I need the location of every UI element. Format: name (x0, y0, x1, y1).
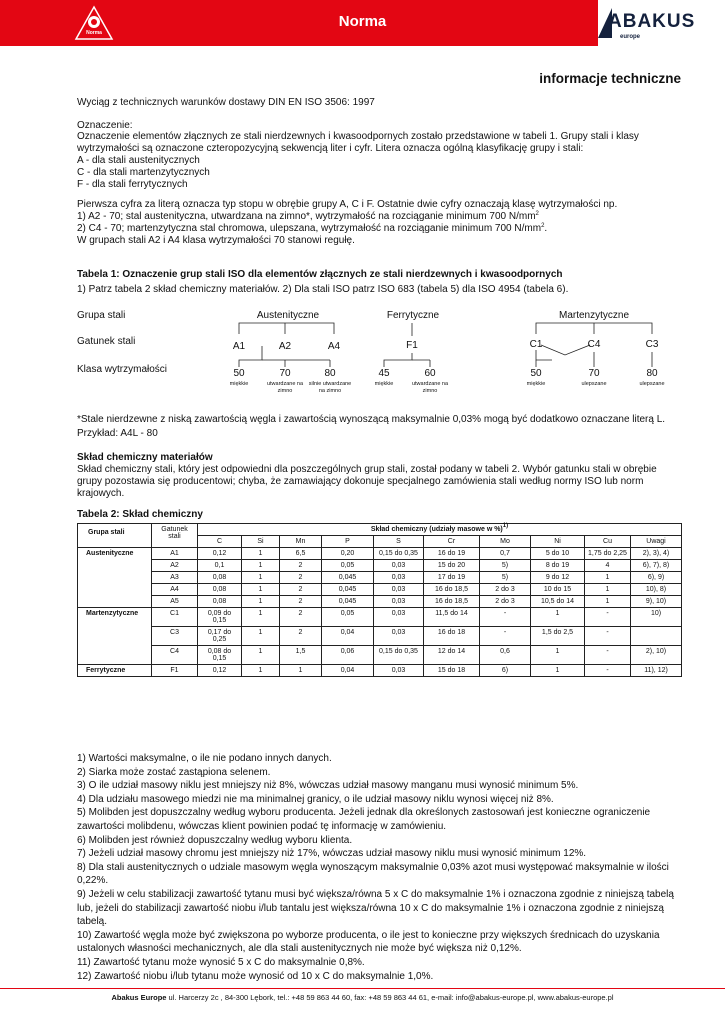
value-cell: 2 do 3 (480, 584, 531, 596)
value-cell: 9), 10) (631, 596, 682, 608)
value-cell: 1 (585, 572, 631, 584)
footnote-item: 8) Dla stali austenitycznych o udziale masowym węgla wynoszącym maksymalnie 0,03% azot musi występować maksymalnie w ilości 0,22%. (77, 861, 669, 887)
value-cell: 0,12 (198, 665, 242, 677)
value-cell: 16 do 19 (424, 548, 480, 560)
value-cell: 0,09 do 0,15 (198, 608, 242, 627)
column-header: Uwagi (631, 536, 682, 548)
row-label-grade: Gatunek stali (77, 336, 136, 347)
footnote-item: 11) Zawartość tytanu może wynosić 5 x C do maksymalnie 0,8%. (77, 956, 365, 968)
value-cell: 0,08 do 0,15 (198, 646, 242, 665)
group-cell: Ferrytyczne (78, 665, 152, 677)
value-cell: 15 do 18 (424, 665, 480, 677)
grade-c1: C1 (529, 339, 543, 350)
value-cell: 9 do 12 (531, 572, 585, 584)
row-label-group: Grupa stali (77, 310, 126, 321)
grade-a1: A1 (232, 341, 246, 352)
value-cell: 0,03 (374, 665, 424, 677)
value-cell: 5) (480, 572, 531, 584)
value-cell: 1 (585, 596, 631, 608)
value-cell: 0,045 (322, 596, 374, 608)
value-cell: 0,08 (198, 572, 242, 584)
value-cell: 2 (280, 596, 322, 608)
value-cell: 2 (280, 560, 322, 572)
value-cell: 0,6 (480, 646, 531, 665)
value-cell: 16 do 18,5 (424, 584, 480, 596)
value-cell: 6), 7), 8) (631, 560, 682, 572)
footnote-item: 3) O ile udział masowy niklu jest mniejszy niż 8%, wówczas udział masowy manganu musi wynosić minimum 5%. (77, 780, 579, 792)
group-austenitic: Austenityczne (256, 310, 320, 321)
value-cell: 0,12 (198, 548, 242, 560)
column-header: Mo (480, 536, 531, 548)
class-note-c-70: ulepszane (581, 381, 607, 387)
oznaczenie-title: Oznaczenie: (77, 120, 133, 131)
value-cell: 6,5 (280, 548, 322, 560)
value-cell: 0,08 (198, 596, 242, 608)
value-cell: 16 do 18 (424, 627, 480, 646)
value-cell: - (585, 627, 631, 646)
value-cell: 1 (242, 572, 280, 584)
footer-divider (0, 988, 725, 989)
footnote-item: 6) Molibden jest również dopuszczalny według wyboru klienta. (77, 834, 353, 846)
grade-a4: A4 (327, 341, 341, 352)
class-f-45: 45 (378, 368, 390, 379)
chemical-composition-table (77, 523, 682, 677)
value-cell: 2 (280, 608, 322, 627)
value-cell: 6), 9) (631, 572, 682, 584)
table-header-row (78, 524, 682, 536)
value-cell: 16 do 18,5 (424, 596, 480, 608)
value-cell: 1 (242, 627, 280, 646)
value-cell: 1,5 (280, 646, 322, 665)
column-header: P (322, 536, 374, 548)
footnote-item: 5) Molibden jest dopuszczalny według wyboru producenta. Jeżeli jednak dla określonych zastosowań jest konieczne ograniczenie zawartości molibdenu, wówczas klient powinien podać tę informację w zamówieniu. (77, 807, 651, 832)
value-cell: 0,04 (322, 627, 374, 646)
value-cell: 12 do 14 (424, 646, 480, 665)
value-cell: 1 (242, 596, 280, 608)
value-cell: 0,08 (198, 584, 242, 596)
footnote-item: 1) Wartości maksymalne, o ile nie podano innych danych. (77, 753, 332, 764)
column-header: Si (242, 536, 280, 548)
class-c-70: 70 (588, 368, 600, 379)
table-row (78, 627, 682, 646)
grade-cell: A1 (152, 548, 198, 560)
value-cell: 0,05 (322, 608, 374, 627)
chem-section-title: Skład chemiczny materiałów (77, 452, 213, 463)
footnote-item: 4) Dla udziału masowego miedzi nie ma minimalnej granicy, o ile udział masowy niklu wynosi więcej niż 8%. (77, 793, 554, 805)
value-cell: 0,1 (198, 560, 242, 572)
chem-section-text: Skład chemiczny stali, który jest odpowiedni dla poszczególnych grup stali, został podany w tabeli 2. Wybór gatunku stali w obrębie grupy pozostawia się producentowi; chyba, że zamawiający dokonuje specjalnego zamówienia stali według normy ISO lub norm krajowych. (77, 464, 657, 499)
value-cell: 10) (631, 608, 682, 627)
header (0, 0, 725, 46)
group-list-a: A - dla stali austenitycznych (77, 155, 200, 166)
value-cell: - (480, 627, 531, 646)
column-header: Cu (585, 536, 631, 548)
digit-paragraph: Pierwsza cyfra za literą oznacza typ stopu w obrębie grupy A, C i F. Ostatnie dwie cyfry oznaczają klasę wytrzymałości np. (77, 199, 618, 210)
value-cell: 2 (280, 627, 322, 646)
grade-cell: C3 (152, 627, 198, 646)
value-cell: 0,15 do 0,35 (374, 646, 424, 665)
table-row (78, 584, 682, 596)
grade-cell: A5 (152, 596, 198, 608)
table1-footnote: *Stale nierdzewne z niską zawartością węgla i zawartością wynoszącą maksymalnie 0,03% mogą być dodatkowo oznaczane literą L. (77, 414, 666, 425)
grade-f1: F1 (406, 340, 418, 351)
class-note-f-45: miękkie (374, 381, 394, 387)
value-cell: 0,03 (374, 584, 424, 596)
rule-paragraph: W grupach stali A2 i A4 klasa wytrzymałości 70 stanowi regułę. (77, 235, 355, 246)
value-cell: 17 do 19 (424, 572, 480, 584)
value-cell: 1,5 do 2,5 (531, 627, 585, 646)
value-cell: 0,15 do 0,35 (374, 548, 424, 560)
footer-address: ul. Harcerzy 2c , 84-300 Lębork, tel.: +48 59 863 44 60, fax: +48 59 863 44 61, e-mail: info@abakus-europe.pl, www.abakus-europe.pl (166, 993, 614, 1002)
value-cell: - (585, 608, 631, 627)
table-row (78, 665, 682, 677)
column-header: S (374, 536, 424, 548)
abakus-brand-sub: europe (620, 34, 641, 40)
class-note-a-50: miękkie (229, 381, 249, 387)
value-cell: 0,03 (374, 627, 424, 646)
class-c-50: 50 (530, 368, 542, 379)
value-cell: 1 (242, 608, 280, 627)
table-row (78, 548, 682, 560)
group-ferritic: Ferrytyczne (386, 310, 440, 321)
header-group: Grupa stali (78, 524, 152, 548)
table1-subtitle: 1) Patrz tabela 2 skład chemiczny materiałów. 2) Dla stali ISO patrz ISO 683 (tabela 5) dla ISO 4954 (tabela 6). (77, 284, 569, 295)
value-cell: 0,045 (322, 572, 374, 584)
grade-c4: C4 (587, 339, 601, 350)
value-cell: 0,06 (322, 646, 374, 665)
value-cell: 10), 8) (631, 584, 682, 596)
class-note-c-50: miękkie (526, 381, 546, 387)
table1-example: Przykład: A4L - 80 (77, 428, 158, 439)
value-cell: - (585, 646, 631, 665)
value-cell: 0,03 (374, 560, 424, 572)
group-cell: Austenityczne (78, 548, 152, 608)
grade-c3: C3 (645, 339, 659, 350)
group-list-f: F - dla stali ferrytycznych (77, 179, 188, 190)
value-cell: 1 (242, 560, 280, 572)
value-cell: 5 do 10 (531, 548, 585, 560)
value-cell: 15 do 20 (424, 560, 480, 572)
table-row (78, 596, 682, 608)
grade-cell: A4 (152, 584, 198, 596)
intro-standard-line: Wyciąg z technicznych warunków dostawy DIN EN ISO 3506: 1997 (77, 97, 375, 108)
class-f-60: 60 (424, 368, 436, 379)
value-cell: 0,045 (322, 584, 374, 596)
section-title: informacje techniczne (539, 71, 681, 86)
abakus-logo (598, 6, 723, 42)
footnote-item: 2) Siarka może zostać zastąpiona selenem. (77, 766, 271, 778)
table-row (78, 572, 682, 584)
example-1: 1) A2 - 70; stal austenityczna, utwardzana na zimno*, wytrzymałość na rozciąganie minimum 700 $N/mm^2$ (77, 211, 539, 222)
value-cell: 4 (585, 560, 631, 572)
header-grade: Gatunek stali (152, 524, 198, 548)
value-cell: 1 (242, 665, 280, 677)
value-cell: 2), 10) (631, 646, 682, 665)
grade-cell: C1 (152, 608, 198, 627)
value-cell: 2 (280, 572, 322, 584)
value-cell: 0,03 (374, 572, 424, 584)
class-note-f-60: utwardzane na zimno (411, 381, 449, 394)
value-cell: 1 (280, 665, 322, 677)
value-cell (631, 627, 682, 646)
footer-company: Abakus Europe (111, 993, 167, 1002)
column-header: C (198, 536, 242, 548)
class-note-a-70: utwardzane na zimno (266, 381, 304, 394)
value-cell: 1 (242, 548, 280, 560)
footnote-item: 9) Jeżeli w celu stabilizacji zawartość tytanu musi być większa/równa 5 x C do maksymalnie 1% i oznaczona zgodnie z niniejszą tabelą lub, jeżeli do stabilizacji zawartość niobu i/lub tantalu jest większa/równa 10 x C do maksymalnie 1% i oznaczona zgodnie z niniejszą tabelą. (77, 888, 674, 928)
grade-cell: F1 (152, 665, 198, 677)
grade-cell: A3 (152, 572, 198, 584)
table-row (78, 560, 682, 572)
value-cell: 0,17 do 0,25 (198, 627, 242, 646)
row-label-class: Klasa wytrzymałości (77, 364, 168, 375)
footnote-item: 12) Zawartość niobu i/lub tytanu może wynosić od 10 x C do maksymalnie 1,0%. (77, 970, 434, 982)
value-cell: 8 do 19 (531, 560, 585, 572)
class-a-70: 70 (279, 368, 291, 379)
value-cell: 1 (531, 646, 585, 665)
value-cell: 0,7 (480, 548, 531, 560)
value-cell: 2), 3), 4) (631, 548, 682, 560)
value-cell: 11,5 do 14 (424, 608, 480, 627)
value-cell: 0,20 (322, 548, 374, 560)
oznaczenie-paragraph: Oznaczenie elementów złącznych ze stali nierdzewnych i kwasoodpornych zostało przedstawione w tabeli 1. Grupy stali i klasy wytrzymałości są oznaczone czteropozycyjną sekwencją liter i cyfr. Litera oznacza ogólną klasyfikację grupy i stali: (77, 131, 639, 154)
value-cell: 6) (480, 665, 531, 677)
value-cell: 0,04 (322, 665, 374, 677)
grade-a2: A2 (278, 341, 292, 352)
value-cell: 1 (585, 584, 631, 596)
group-cell: Martenzytyczne (78, 608, 152, 665)
value-cell: - (480, 608, 531, 627)
value-cell: 1 (531, 665, 585, 677)
value-cell: 5) (480, 560, 531, 572)
page-title: Norma (338, 13, 387, 30)
footnote-item: 7) Jeżeli udział masowy chromu jest mniejszy niż 17%, wówczas udział masowy niklu musi wynosić minimum 12%. (77, 848, 587, 860)
class-a-50: 50 (233, 368, 245, 379)
footnote-item: 10) Zawartość węgla może być zwiększona po wyborze producenta, o ile jest to konieczne przy większych średnicach do uzyskania ustalonych własności mechanicznych, ale dla stali austenitycznych nie może być większa niż 0,12%. (77, 929, 660, 955)
value-cell: 0,03 (374, 596, 424, 608)
table1-title: Tabela 1: Oznaczenie grup stali ISO dla elementów złącznych ze stali nierdzewnych i kwasoodpornych (77, 269, 563, 280)
value-cell: 0,05 (322, 560, 374, 572)
grade-cell: A2 (152, 560, 198, 572)
column-header: Cr (424, 536, 480, 548)
value-cell: 1 (242, 584, 280, 596)
class-c-80: 80 (646, 368, 658, 379)
group-martensitic: Martenzytyczne (558, 310, 630, 321)
class-note-a-80: silnie utwardzane na zimno (308, 381, 352, 394)
header-composition: Skład chemiczny (udziały masowe w %)$^{1)}$ (198, 524, 682, 536)
value-cell: 1 (242, 646, 280, 665)
value-cell: 10,5 do 14 (531, 596, 585, 608)
footnotes (77, 752, 683, 983)
norma-logo-caption: Norma (86, 30, 102, 36)
example-2: 2) C4 - 70; martenzytyczna stal chromowa, ulepszana, wytrzymałość na rozciąganie minimum 700 $N/mm^2$. (77, 223, 548, 234)
table-row (78, 608, 682, 627)
table-row (78, 646, 682, 665)
value-cell: 10 do 15 (531, 584, 585, 596)
group-list-c: C - dla stali martenzytycznych (77, 167, 210, 178)
table2-title: Tabela 2: Skład chemiczny (77, 509, 203, 520)
value-cell: 2 do 3 (480, 596, 531, 608)
class-note-c-80: ulepszane (639, 381, 665, 387)
grade-cell: C4 (152, 646, 198, 665)
footer (0, 993, 725, 1002)
value-cell: 1,75 do 2,25 (585, 548, 631, 560)
value-cell: 1 (531, 608, 585, 627)
column-header: Mn (280, 536, 322, 548)
value-cell: 2 (280, 584, 322, 596)
abakus-brand-name: ABAKUS (608, 11, 696, 32)
value-cell: 0,03 (374, 608, 424, 627)
column-header: Ni (531, 536, 585, 548)
value-cell: 11), 12) (631, 665, 682, 677)
value-cell: - (585, 665, 631, 677)
class-a-80: 80 (324, 368, 336, 379)
